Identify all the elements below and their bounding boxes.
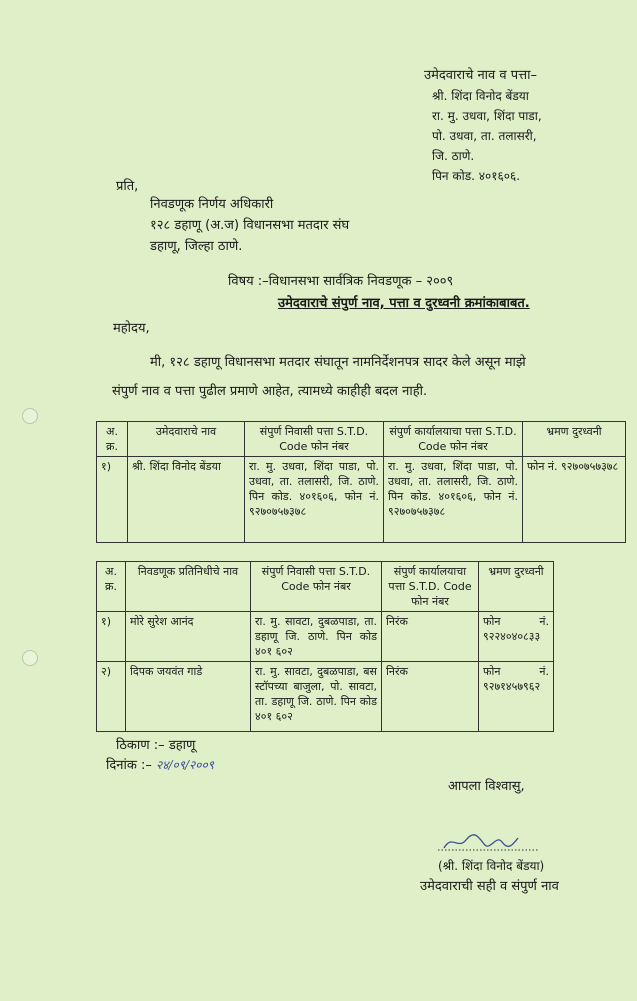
recipient-block — [150, 194, 349, 257]
table-header-row — [97, 562, 554, 612]
cell-name: दिपक जयवंत गाडे — [126, 662, 251, 732]
recipient-line: १२८ डहाणू (अ.ज) विधानसभा मतदार संघ — [150, 218, 350, 233]
cell-office: निरंक — [382, 662, 479, 732]
subject-line-2: उमेदवाराचे संपुर्ण नाव, पत्ता व दुरध्वनी क्रमांकाबाबत. — [278, 296, 530, 311]
subject-block — [228, 271, 530, 315]
salutation: महोदय, — [113, 321, 150, 336]
header-name: उमेदवाराचे नाव — [128, 422, 245, 457]
punch-hole — [22, 408, 38, 424]
signature-title: उमेदवाराची सही व संपुर्ण नाव — [420, 879, 559, 894]
agent-table — [96, 561, 554, 732]
place-line: ठिकाण :– डहाणू — [116, 738, 196, 753]
header-residence: संपुर्ण निवासी पत्ता S.T.D. Code फोन नंबर — [245, 422, 384, 457]
table-header-row — [97, 422, 626, 457]
header-residence: संपुर्ण निवासी पत्ता S.T.D. Code फोन नंबर — [251, 562, 382, 612]
candidate-table — [96, 421, 626, 543]
signature-name: (श्री. शिंदा विनोद बेंडया) — [438, 859, 545, 873]
sender-line: रा. मु. उधवा, शिंदा पाडा, — [432, 109, 542, 123]
body-paragraph-1: मी, १२८ डहाणू विधानसभा मतदार संघातून नामनिर्देशनपत्र सादर केले असून माझे — [150, 355, 526, 370]
header-name: निवडणूक प्रतिनिधीचे नाव — [126, 562, 251, 612]
sender-heading: उमेदवाराचे नाव व पत्ता– — [424, 68, 538, 83]
header-office: संपुर्ण कार्यालयाचा पत्ता S.T.D. Code फोन नंबर — [382, 562, 479, 612]
date-line — [106, 755, 214, 773]
table-row — [97, 612, 554, 662]
recipient-line: निवडणूक निर्णय अधिकारी — [150, 197, 274, 212]
closing-line: आपला विश्वासु, — [448, 779, 525, 794]
cell-name: मोरे सुरेश आनंद — [126, 612, 251, 662]
header-mobile: भ्रमण दुरध्वनी — [479, 562, 554, 612]
cell-residence: रा. मु. सावटा, दुबळपाडा, ता. डहाणू जि. ठाणे. पिन कोड ४०१ ६०२ — [251, 612, 382, 662]
punch-hole — [22, 650, 38, 666]
header-mobile: भ्रमण दुरध्वनी — [523, 422, 626, 457]
recipient-line: डहाणू, जिल्हा ठाणे. — [150, 239, 243, 254]
header-office: संपुर्ण कार्यालयाचा पत्ता S.T.D. Code फोन नंबर — [384, 422, 523, 457]
sender-line: जि. ठाणे. — [432, 149, 475, 163]
sender-line: श्री. शिंदा विनोद बेंडया — [432, 89, 529, 103]
cell-mobile: फोन नं. ९२७१४५७९६२ — [479, 662, 554, 732]
sender-line: पिन कोड. ४०१६०६. — [432, 169, 521, 183]
sender-block — [424, 66, 542, 186]
date-label: दिनांक :– — [106, 758, 152, 773]
header-serial: अ. क्र. — [97, 422, 128, 457]
cell-mobile: फोन नं. ९२७०७५७३७८ — [523, 457, 626, 543]
cell-office: निरंक — [382, 612, 479, 662]
table-row — [97, 457, 626, 543]
date-value: २४/०९/२००९ — [156, 758, 215, 772]
cell-mobile: फोन नं. ९२२४०४०८३३ — [479, 612, 554, 662]
subject-line-1: विषय :–विधानसभा सार्वत्रिक निवडणूक – २००९ — [228, 274, 454, 289]
table-row — [97, 662, 554, 732]
cell-serial: २) — [97, 662, 126, 732]
cell-serial: १) — [97, 612, 126, 662]
cell-office: रा. मु. उधवा, शिंदा पाडा, पो. उधवा, ता. तलासरी, जि. ठाणे. पिन कोड. ४०१६०६, फोन नं. ९२७०७५७३७८ — [384, 457, 523, 543]
cell-residence: रा. मु. उधवा, शिंदा पाडा, पो. उधवा, ता. तलासरी, जि. ठाणे. पिन कोड. ४०१६०६, फोन नं. ९२७०७५७३७८ — [245, 457, 384, 543]
header-serial: अ. क्र. — [97, 562, 126, 612]
body-paragraph-2: संपुर्ण नाव व पत्ता पुढील प्रमाणे आहेत, त्यामध्ये काहीही बदल नाही. — [112, 384, 428, 399]
sender-line: पो. उधवा, ता. तलासरी, — [432, 129, 537, 143]
cell-serial: १) — [97, 457, 128, 543]
cell-name: श्री. शिंदा विनोद बेंडया — [128, 457, 245, 543]
cell-residence: रा. मु. सावटा, दुबळपाडा, बस स्टॉपच्या बाजुला, पो. सावटा, ता. डहाणू जि. ठाणे. पिन कोड ४०१ ६०२ — [251, 662, 382, 732]
prati-label: प्रति, — [116, 179, 139, 194]
signature-scribble — [438, 830, 538, 854]
